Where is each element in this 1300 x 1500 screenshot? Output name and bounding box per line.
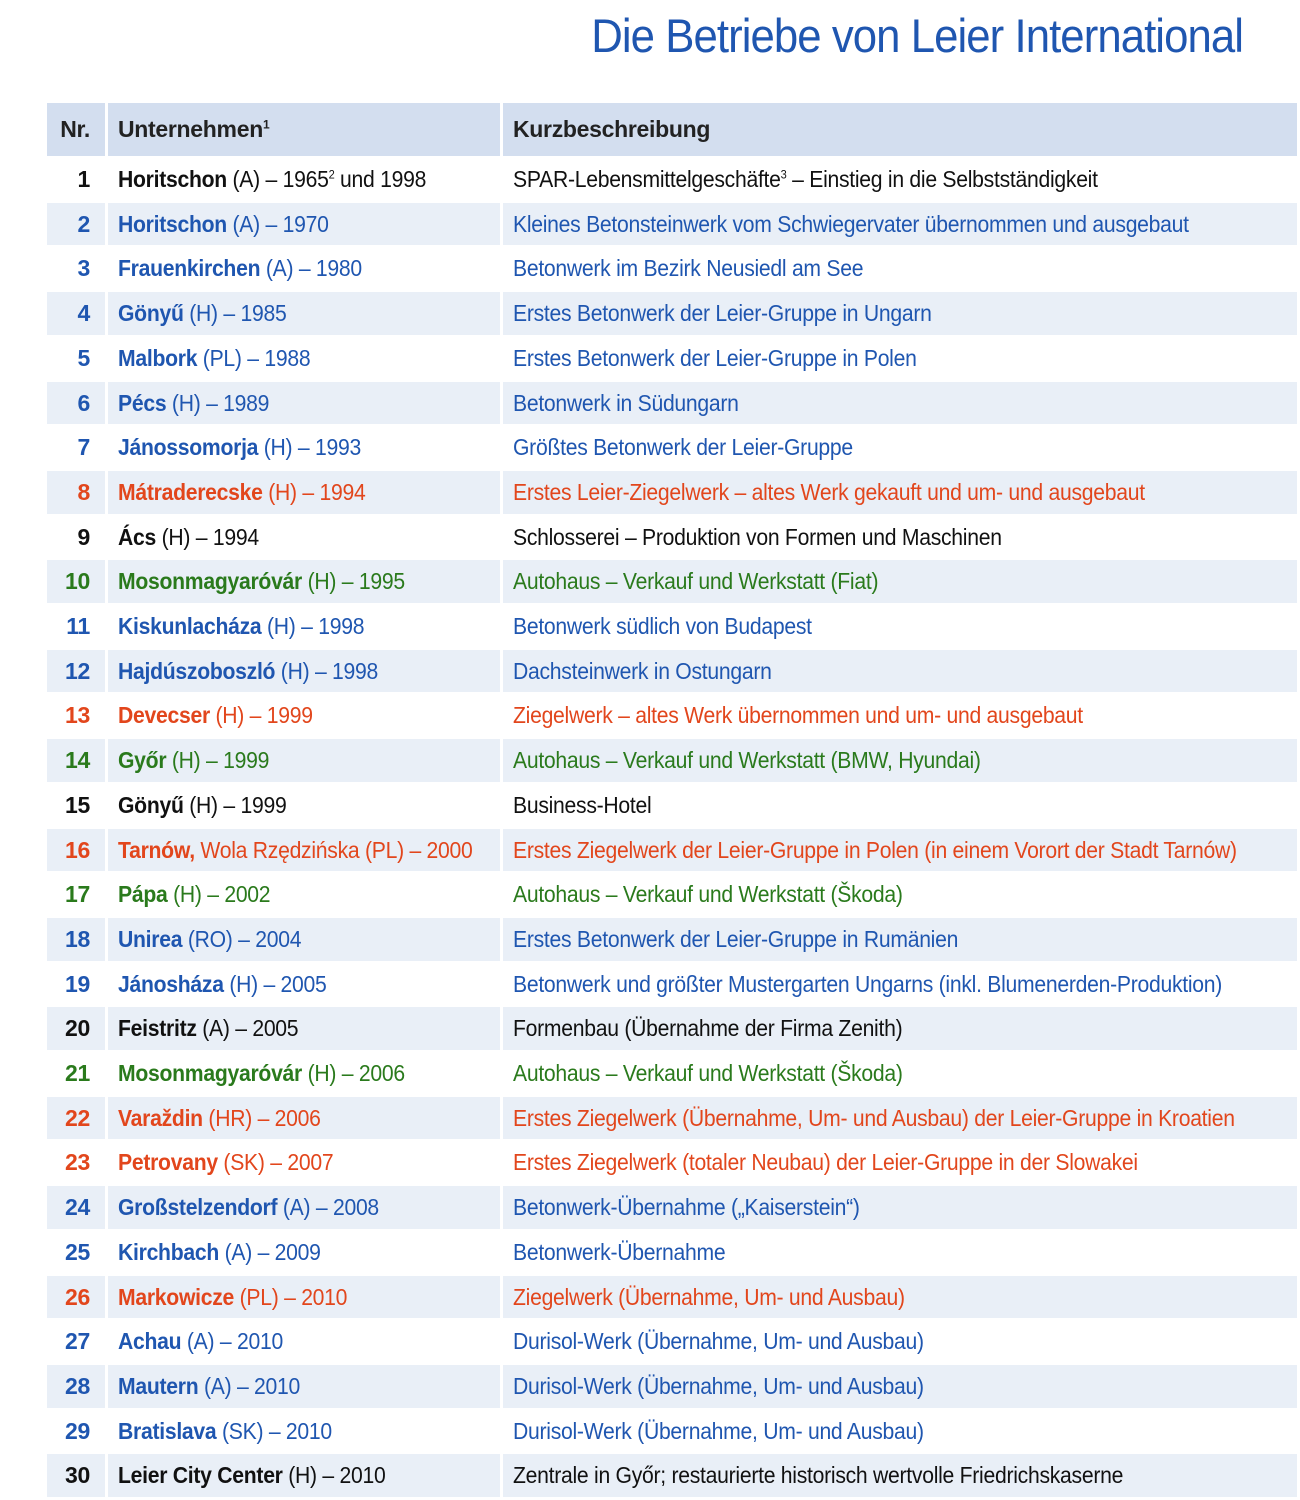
company-place: Markowicze [118, 1283, 235, 1310]
company-cell [108, 1231, 503, 1276]
company-cell [108, 158, 503, 203]
company-location-year: (H) – 1995 [302, 568, 405, 595]
company-place: Ács [118, 523, 156, 550]
table-row [47, 784, 1300, 829]
company-location-year: (A) – 2010 [181, 1328, 283, 1355]
row-number: 28 [47, 1365, 108, 1410]
description-cell [503, 1052, 1300, 1097]
company-place: Mátraderecske [118, 478, 263, 505]
row-number: 6 [47, 382, 108, 427]
description-text-extra: – Einstieg in die Selbstständigkeit [786, 166, 1098, 192]
company-location-year: (H) – 1999 [209, 702, 313, 729]
row-number: 19 [47, 963, 108, 1008]
company-place: Hajdúszoboszló [118, 657, 276, 684]
header-kurzbeschreibung: Kurzbeschreibung [503, 103, 1300, 158]
footnote-marker: 3 [780, 167, 787, 182]
description-cell [503, 560, 1300, 605]
company-cell [108, 963, 503, 1008]
header-nr: Nr. [47, 103, 108, 158]
company-place: Gönyű [118, 791, 184, 818]
description-text: Erstes Ziegelwerk (Übernahme, Um- und Ausbau) der Leier-Gruppe in Kroatien [513, 1104, 1235, 1131]
company-cell [108, 1186, 503, 1231]
company-cell [108, 292, 503, 337]
row-number: 14 [47, 739, 108, 784]
description-text: Erstes Ziegelwerk (totaler Neubau) der Leier-Gruppe in der Slowakei [513, 1149, 1138, 1176]
description-cell [503, 650, 1300, 695]
company-cell [108, 650, 503, 695]
row-number: 30 [47, 1454, 108, 1499]
company-location-year: (A) – 2008 [277, 1194, 379, 1221]
company-cell [108, 516, 503, 561]
row-number: 17 [47, 873, 108, 918]
description-text: Erstes Ziegelwerk der Leier-Gruppe in Polen (in einem Vorort der Stadt Tarnów) [513, 836, 1237, 863]
description-cell [503, 516, 1300, 561]
company-location-year: (H) – 1999 [166, 747, 270, 774]
company-place: Pécs [118, 389, 167, 416]
description-cell [503, 1320, 1300, 1365]
company-cell [108, 337, 503, 382]
description-cell [503, 292, 1300, 337]
company-cell [108, 560, 503, 605]
description-cell [503, 1007, 1300, 1052]
description-cell [503, 829, 1300, 874]
row-number: 20 [47, 1007, 108, 1052]
description-cell [503, 1097, 1300, 1142]
company-place: Varaždin [118, 1104, 203, 1131]
company-place: Leier City Center [118, 1462, 283, 1489]
company-cell [108, 426, 503, 471]
description-text: Betonwerk-Übernahme („Kaiserstein“) [513, 1194, 860, 1221]
footnote-marker: 2 [328, 167, 335, 182]
description-cell [503, 158, 1300, 203]
company-location-year: Wola Rzędzińska (PL) – 2000 [194, 836, 473, 863]
company-place: Jánossomorja [118, 434, 259, 461]
description-cell [503, 426, 1300, 471]
row-number: 23 [47, 1141, 108, 1186]
table-row [47, 516, 1300, 561]
company-location-year: (H) – 1985 [183, 300, 287, 327]
description-text: Business-Hotel [513, 791, 652, 818]
table-row [47, 292, 1300, 337]
companies-table [47, 103, 1300, 1499]
table-row [47, 382, 1300, 427]
company-location-year: (PL) – 1988 [197, 344, 311, 371]
company-location-year: (H) – 2006 [302, 1060, 405, 1087]
company-place: Horitschon [118, 210, 227, 237]
description-text: Durisol-Werk (Übernahme, Um- und Ausbau) [513, 1417, 924, 1444]
description-text: SPAR-Lebensmittelgeschäfte [513, 166, 781, 192]
description-text: Autohaus – Verkauf und Werkstatt (Škoda) [513, 1060, 903, 1087]
table-row [47, 1186, 1300, 1231]
company-location-year: (RO) – 2004 [182, 925, 302, 952]
company-location-year: (H) – 1998 [275, 657, 379, 684]
description-cell [503, 1365, 1300, 1410]
row-number: 27 [47, 1320, 108, 1365]
row-number: 26 [47, 1276, 108, 1321]
description-cell [503, 739, 1300, 784]
row-number: 9 [47, 516, 108, 561]
company-cell [108, 1097, 503, 1142]
description-cell [503, 1454, 1300, 1499]
company-location-year: (PL) – 2010 [234, 1283, 348, 1310]
company-cell [108, 1141, 503, 1186]
description-cell [503, 1141, 1300, 1186]
table-row [47, 1365, 1300, 1410]
description-cell [503, 1276, 1300, 1321]
company-cell [108, 694, 503, 739]
company-location-year: (H) – 1994 [262, 478, 366, 505]
company-place: Achau [118, 1328, 182, 1355]
row-number: 10 [47, 560, 108, 605]
company-place: Petrovany [118, 1149, 218, 1176]
company-cell [108, 784, 503, 829]
description-text: Erstes Betonwerk der Leier-Gruppe in Polen [513, 344, 917, 371]
company-place: Frauenkirchen [118, 255, 261, 282]
company-cell [108, 605, 503, 650]
company-place: Győr [118, 747, 167, 774]
company-place: Jánosháza [118, 970, 224, 997]
company-place: Malbork [118, 344, 198, 371]
company-cell [108, 1007, 503, 1052]
company-cell [108, 918, 503, 963]
company-location-year: (HR) – 2006 [202, 1104, 321, 1131]
table-row [47, 1410, 1300, 1455]
description-text: Betonwerk und größter Mustergarten Ungarns (inkl. Blumenerden-Produktion) [513, 970, 1223, 997]
table-row [47, 1276, 1300, 1321]
table-row [47, 829, 1300, 874]
company-location-year: (A) – 2010 [198, 1372, 301, 1399]
header-unternehmen [108, 103, 503, 158]
company-cell [108, 382, 503, 427]
company-place: Gönyű [118, 300, 184, 327]
row-number: 8 [47, 471, 108, 516]
table-row [47, 426, 1300, 471]
row-number: 1 [47, 158, 108, 203]
company-place: Horitschon [118, 166, 227, 192]
company-cell [108, 471, 503, 516]
company-location-year: (A) – 1980 [260, 255, 362, 282]
company-cell [108, 873, 503, 918]
company-location-year: (SK) – 2007 [217, 1149, 334, 1176]
description-text: Autohaus – Verkauf und Werkstatt (BMW, Hyundai) [513, 747, 981, 774]
company-place: Mautern [118, 1372, 199, 1399]
row-number: 22 [47, 1097, 108, 1142]
table-row [47, 873, 1300, 918]
description-text: Betonwerk in Südungarn [513, 389, 739, 416]
company-place: Devecser [118, 702, 210, 729]
row-number: 24 [47, 1186, 108, 1231]
company-cell [108, 203, 503, 248]
row-number: 12 [47, 650, 108, 695]
table-row [47, 1007, 1300, 1052]
description-text: Durisol-Werk (Übernahme, Um- und Ausbau) [513, 1328, 924, 1355]
row-number: 11 [47, 605, 108, 650]
description-text: Erstes Leier-Ziegelwerk – altes Werk gekauft und um- und ausgebaut [513, 478, 1145, 505]
description-cell [503, 203, 1300, 248]
table-row [47, 560, 1300, 605]
description-text: Betonwerk-Übernahme [513, 1238, 726, 1265]
company-place: Pápa [118, 881, 168, 908]
header-unternehmen-label: Unternehmen [118, 116, 263, 142]
company-cell [108, 1320, 503, 1365]
company-location-year: (SK) – 2010 [216, 1417, 332, 1444]
description-text: Durisol-Werk (Übernahme, Um- und Ausbau) [513, 1372, 924, 1399]
company-place: Bratislava [118, 1417, 217, 1444]
company-location-year: (H) – 1994 [155, 523, 259, 550]
company-location-year: (H) – 1989 [166, 389, 270, 416]
company-cell [108, 739, 503, 784]
company-cell [108, 247, 503, 292]
company-place: Kirchbach [118, 1238, 219, 1265]
row-number: 25 [47, 1231, 108, 1276]
description-cell [503, 918, 1300, 963]
company-place: Feistritz [118, 1015, 197, 1042]
company-location-year: (A) – 2005 [196, 1015, 299, 1042]
table-row [47, 471, 1300, 516]
description-text: Größtes Betonwerk der Leier-Gruppe [513, 434, 853, 461]
company-location-year: (A) – 2009 [218, 1238, 321, 1265]
row-number: 16 [47, 829, 108, 874]
page-title: Die Betriebe von Leier International [591, 9, 1243, 62]
description-text: Schlosserei – Produktion von Formen und Maschinen [513, 523, 1002, 550]
description-cell [503, 784, 1300, 829]
footnote-marker: 1 [262, 117, 270, 132]
company-location-year: (H) – 2002 [167, 881, 271, 908]
description-cell [503, 694, 1300, 739]
description-text: Kleines Betonsteinwerk vom Schwiegervater übernommen und ausgebaut [513, 210, 1189, 237]
company-place: Mosonmagyaróvár [118, 1060, 303, 1087]
row-number: 5 [47, 337, 108, 382]
row-number: 7 [47, 426, 108, 471]
row-number: 21 [47, 1052, 108, 1097]
table-row [47, 1141, 1300, 1186]
description-text: Betonwerk im Bezirk Neusiedl am See [513, 255, 864, 282]
description-text: Betonwerk südlich von Budapest [513, 613, 812, 640]
description-text: Zentrale in Győr; restaurierte historisch wertvolle Friedrichskaserne [513, 1462, 1124, 1489]
company-location-year: (A) – 1970 [226, 210, 329, 237]
row-number: 3 [47, 247, 108, 292]
company-place: Großstelzendorf [118, 1194, 278, 1221]
table-row [47, 158, 1300, 203]
row-number: 13 [47, 694, 108, 739]
table-row [47, 1052, 1300, 1097]
company-location-year: (H) – 2010 [282, 1462, 386, 1489]
description-cell [503, 1186, 1300, 1231]
table-row [47, 1097, 1300, 1142]
description-cell [503, 873, 1300, 918]
row-number: 4 [47, 292, 108, 337]
table-header-row [47, 103, 1300, 158]
company-location-year: (H) – 2005 [223, 970, 327, 997]
description-text: Erstes Betonwerk der Leier-Gruppe in Ungarn [513, 300, 932, 327]
description-text: Dachsteinwerk in Ostungarn [513, 657, 772, 684]
description-text: Ziegelwerk (Übernahme, Um- und Ausbau) [513, 1283, 905, 1310]
table-row [47, 918, 1300, 963]
table-row [47, 337, 1300, 382]
company-cell [108, 1365, 503, 1410]
description-text: Autohaus – Verkauf und Werkstatt (Fiat) [513, 568, 879, 595]
table-row [47, 1454, 1300, 1499]
company-location-year: (H) – 1999 [183, 791, 287, 818]
description-text: Formenbau (Übernahme der Firma Zenith) [513, 1015, 903, 1042]
row-number: 2 [47, 203, 108, 248]
table-row [47, 694, 1300, 739]
description-cell [503, 963, 1300, 1008]
company-place: Tarnów, [118, 836, 195, 863]
table-row [47, 650, 1300, 695]
company-cell [108, 1276, 503, 1321]
company-place: Mosonmagyaróvár [118, 568, 303, 595]
description-cell [503, 471, 1300, 516]
table-row [47, 1231, 1300, 1276]
table-row [47, 605, 1300, 650]
company-cell [108, 829, 503, 874]
table-row [47, 247, 1300, 292]
table-row [47, 963, 1300, 1008]
company-cell [108, 1052, 503, 1097]
company-place: Unirea [118, 925, 183, 952]
description-cell [503, 382, 1300, 427]
description-cell [503, 605, 1300, 650]
description-cell [503, 1410, 1300, 1455]
row-number: 18 [47, 918, 108, 963]
table-row [47, 203, 1300, 248]
row-number: 29 [47, 1410, 108, 1455]
description-cell [503, 247, 1300, 292]
company-location-year: (H) – 1998 [261, 613, 365, 640]
company-location-year-extra: und 1998 [334, 166, 427, 192]
table-row [47, 1320, 1300, 1365]
description-text: Autohaus – Verkauf und Werkstatt (Škoda) [513, 881, 903, 908]
company-cell [108, 1410, 503, 1455]
company-location-year: (A) – 1965 [226, 166, 329, 192]
company-cell [108, 1454, 503, 1499]
table-row [47, 739, 1300, 784]
description-text: Ziegelwerk – altes Werk übernommen und um- und ausgebaut [513, 702, 1083, 729]
description-cell [503, 337, 1300, 382]
description-text: Erstes Betonwerk der Leier-Gruppe in Rumänien [513, 925, 959, 952]
company-location-year: (H) – 1993 [258, 434, 361, 461]
company-place: Kiskunlacháza [118, 613, 262, 640]
row-number: 15 [47, 784, 108, 829]
description-cell [503, 1231, 1300, 1276]
